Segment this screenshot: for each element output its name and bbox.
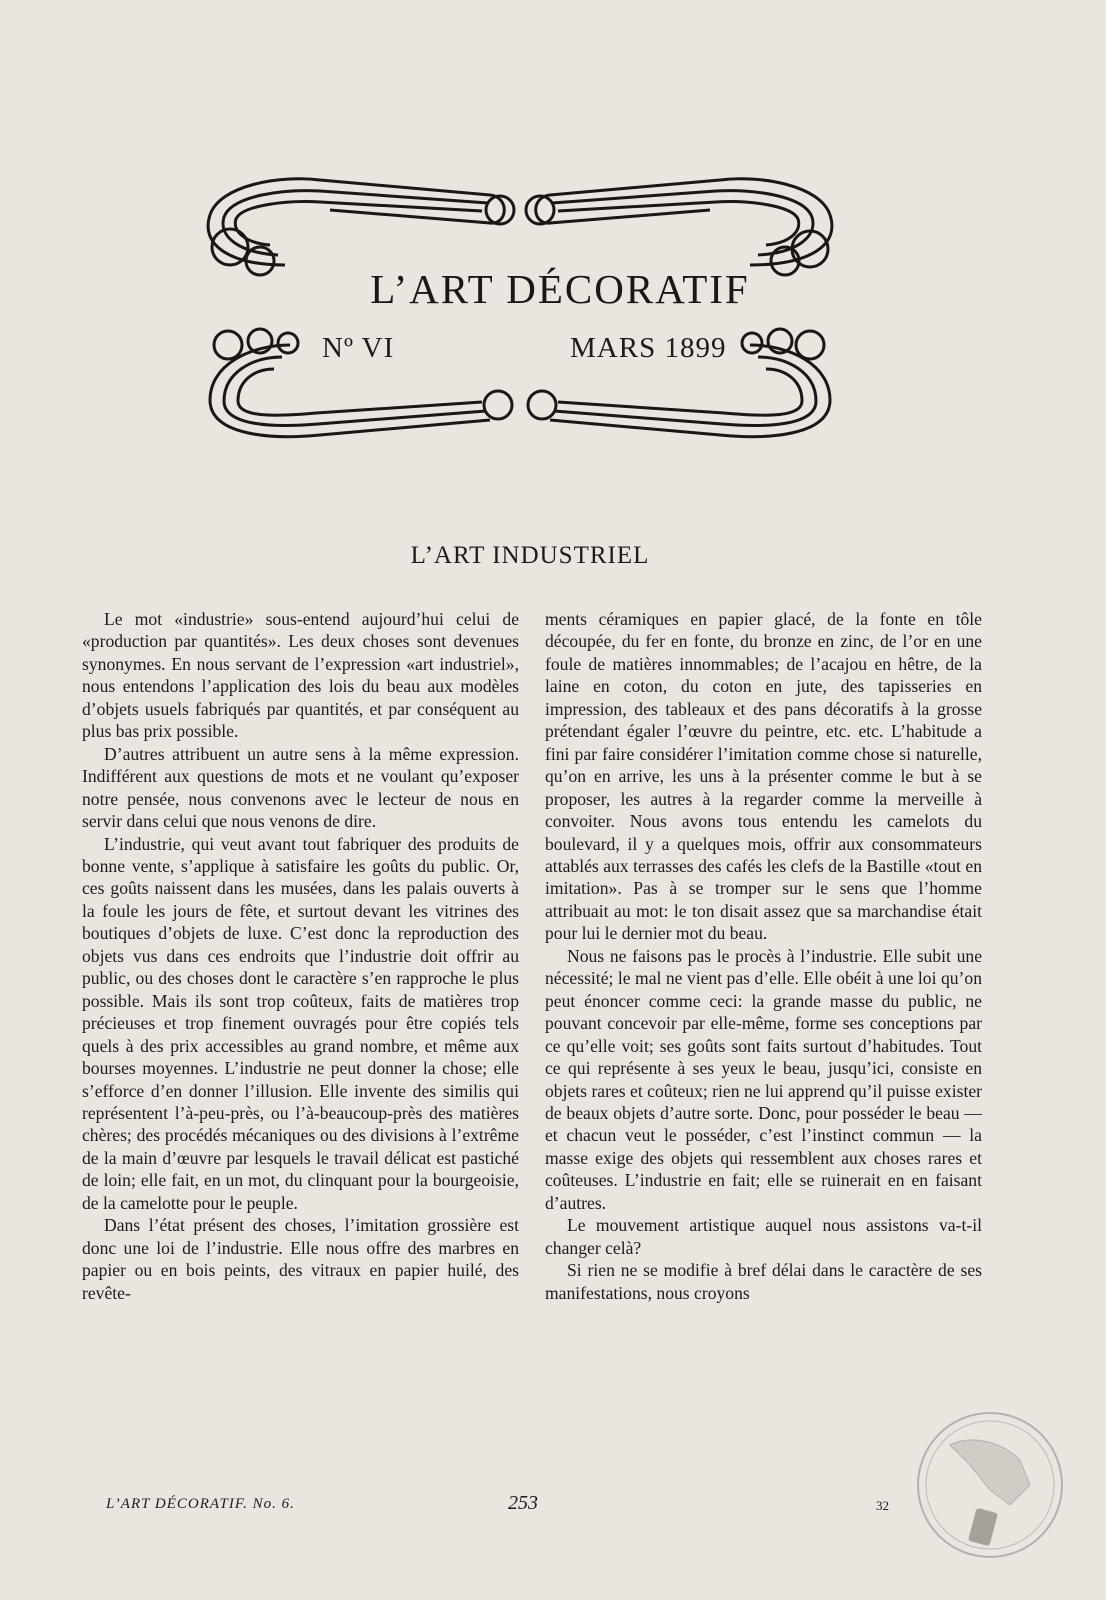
- sheet-number: 32: [876, 1498, 889, 1513]
- page-number: 253: [508, 1492, 538, 1514]
- paragraph: Le mot «industrie» sous-entend aujourd’hui celui de «production par quantités». Les deux choses sont devenues synonymes. En nous servant de l’expression «art industriel», nous entendons l’application des lois du beau aux modèles d’objets usuels fabriqués par quantités, et par conséquent au plus bas prix possible.: [82, 609, 519, 742]
- paragraph: Si rien ne se modifie à bref délai dans le caractère de ses manifestations, nous croyons: [545, 1260, 982, 1303]
- paragraph: Le mouvement artistique auquel nous assistons va-t-il changer celà?: [545, 1215, 982, 1258]
- paragraph: D’autres attribuent un autre sens à la même expression. Indifférent aux questions de mots et ne voulant qu’exposer notre pensée, nous convenons avec le lecteur de nous en servir dans celui que nous venons de dire.: [82, 743, 519, 832]
- right-column: [545, 608, 982, 1304]
- paragraph: L’industrie, qui veut avant tout fabriquer des produits de bonne vente, s’applique à satisfaire les goûts du public. Or, ces goûts naissent dans les musées, dans les palais ouverts à la foule les jours de fête, et surtout devant les vitrines des boutiques d’objets de luxe. C’est donc la reproduction des objets vus dans ces endroits que l’industrie doit offrir au public, ou des choses dont le caractère s’en rapproche le plus possible. Mais ils sont trop coûteux, faits de matières trop précieuses et trop finement ouvragés pour être copiés tels quels à des prix accessibles au grand nombre, et même aux bourses moyennes. L’industrie ne peut donner la chose; elle s’efforce d’en donner l’illusion. Elle invente des similis qui représentent l’à-peu-près, ou l’à-beaucoup-près des matières chères; des procédés mécaniques ou des divisions à l’extrême de la main d’œuvre par lesquels le travail délicat est pastiché de loin; elle fait, en un mot, du clinquant pour la bourgeoisie, de la camelotte pour le peuple.: [82, 833, 519, 1213]
- masthead: [190, 165, 890, 465]
- issue-date: MARS 1899: [570, 332, 727, 364]
- issue-number: Nº VI: [322, 332, 395, 364]
- article-title: L’ART INDUSTRIEL: [410, 542, 650, 569]
- ornamental-border: [190, 165, 890, 465]
- left-column: [82, 608, 519, 1304]
- library-stamp-watermark: [910, 1405, 1070, 1565]
- journal-title: L’ART DÉCORATIF: [370, 266, 750, 312]
- paragraph-continued: ments céramiques en papier glacé, de la fonte en tôle découpée, du fer en fonte, du bronze en zinc, de l’or en une foule de matières innommables; de l’acajou en hêtre, de la laine en coton, du coton en jute, des tapisseries en impression, des tableaux et des pans décoratifs à la grosse prétendant égaler l’œuvre du peintre, etc. etc. L’habitude a fini par faire considérer l’imitation comme chose si naturelle, qu’on en arrive, les uns à la présenter comme le but à se proposer, les autres à la regarder comme la merveille à convoiter. Nous avons tous entendu les camelots du boulevard, il y a quelques mois, offrir aux consommateurs attablés aux terrasses des cafés les clefs de la Bastille «tout en imitation». Pas à se tromper sur le sens que l’homme attribuait au mot: le ton disait assez que sa marchandise était pour lui le dernier mot du beau.: [545, 609, 982, 944]
- paragraph: Nous ne faisons pas le procès à l’industrie. Elle subit une nécessité; le mal ne vient pas d’elle. Elle obéit à une loi qu’on peut énoncer comme ceci: la grande masse du public, ne pouvant concevoir par elle-même, forme ses conceptions par ce qu’elle voit; ses goûts sont faits surtout d’habitudes. Tout ce qui représente à ses yeux le beau, jusqu’ici, consiste en objets rares et coûteux; rien ne lui apprend qu’il puisse exister de beaux objets d’autre sorte. Donc, pour posséder le beau — et chacun veut le posséder, c’est l’instinct commun — la masse exige des objets qui ressemblent aux choses rares et coûteuses. L’industrie en fait; elle se ruinerait en en faisant d’autres.: [545, 945, 982, 1213]
- paragraph: Dans l’état présent des choses, l’imitation grossière est donc une loi de l’industrie. Elle nous offre des marbres en papier ou en bois peints, des vitraux en papier huilé, des revête-: [82, 1215, 519, 1303]
- running-title: L’ART DÉCORATIF. No. 6.: [106, 1496, 295, 1512]
